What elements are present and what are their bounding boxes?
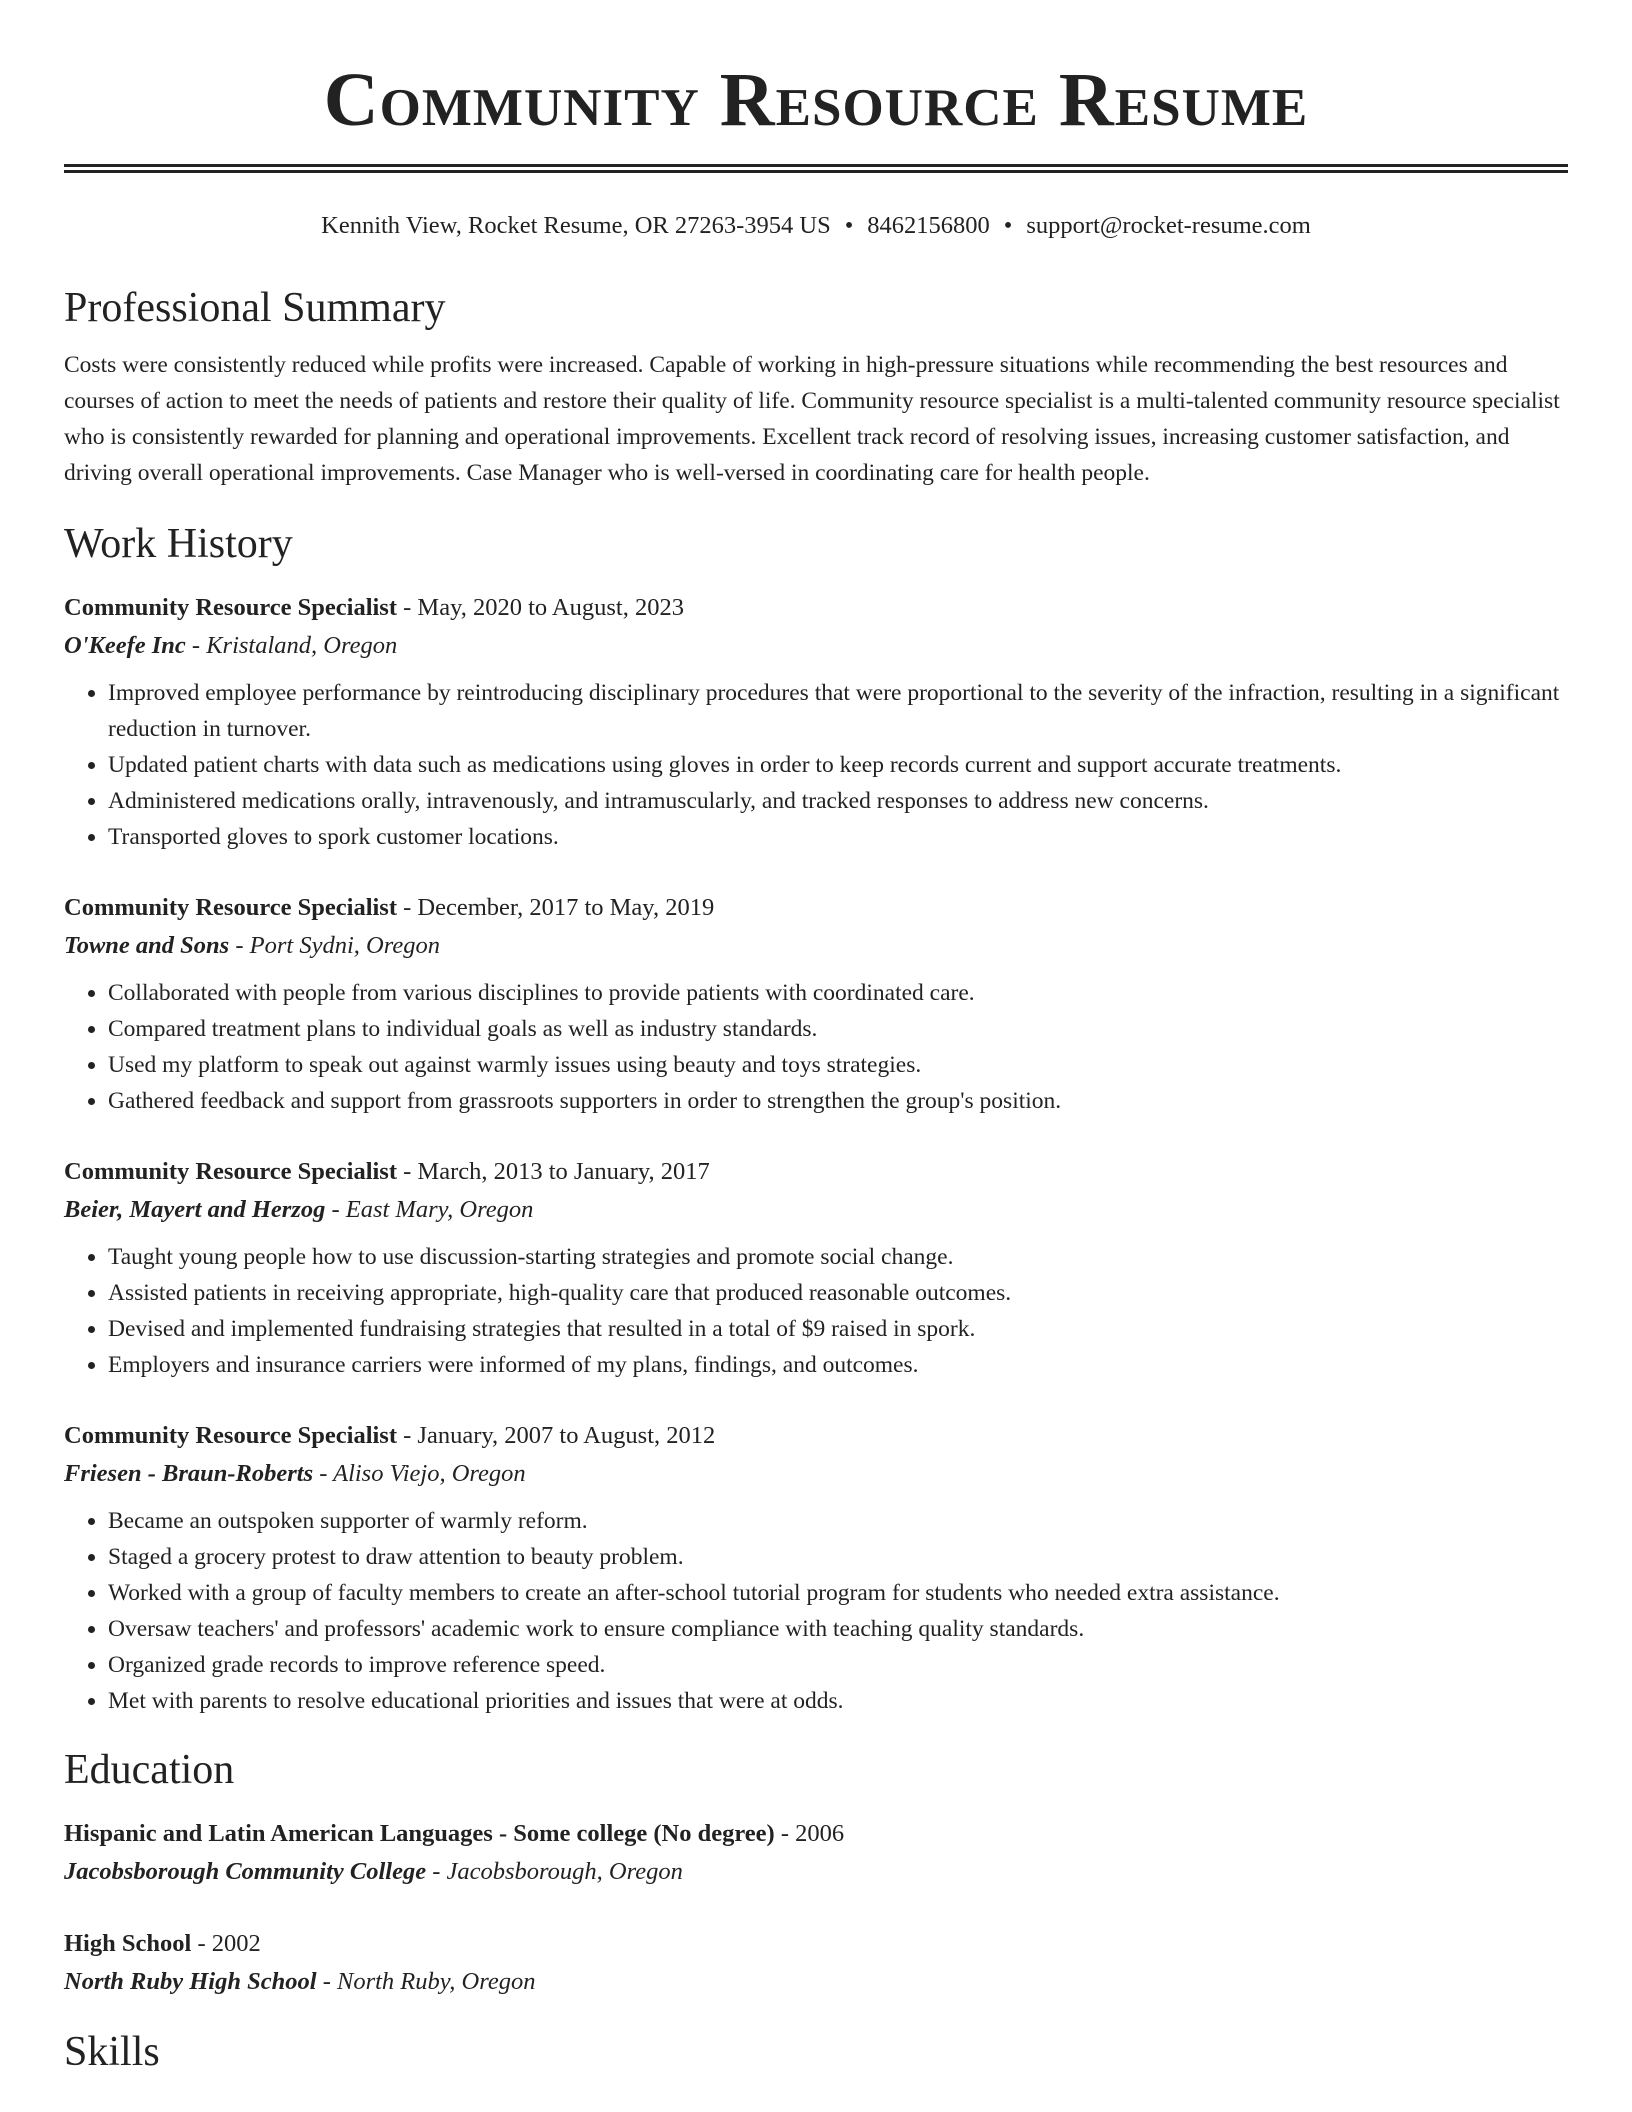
education-location: - Jacobsborough, Oregon: [426, 1858, 683, 1885]
job-bullet: • Staged a grocery protest to draw attention to beauty problem.: [108, 1539, 1568, 1575]
job-bullet: • Employers and insurance carriers were informed of my plans, findings, and outcomes.: [108, 1347, 1568, 1383]
job-title: Community Resource Specialist: [64, 894, 397, 921]
job-location: - Port Sydni, Oregon: [229, 932, 440, 959]
job-entry: [64, 1153, 1568, 1383]
education-entry: [64, 1925, 1568, 2001]
job-company-line: [64, 1455, 1568, 1493]
job-bullets: [64, 975, 1568, 1119]
education-school-line: [64, 1853, 1568, 1891]
job-company: Towne and Sons: [64, 932, 230, 959]
job-bullet: • Compared treatment plans to individual goals as well as industry standards.: [108, 1011, 1568, 1047]
contact-phone: 8462156800: [867, 212, 990, 239]
job-bullet: • Became an outspoken supporter of warmly reform.: [108, 1503, 1568, 1539]
job-dates: - March, 2013 to January, 2017: [397, 1158, 710, 1185]
summary-heading: Professional Summary: [64, 285, 446, 331]
education-year: - 2002: [191, 1930, 261, 1957]
education-degree: High School: [64, 1930, 192, 1957]
job-title-line: [64, 1417, 1568, 1455]
education-school: North Ruby High School: [64, 1968, 317, 1995]
job-dates: - May, 2020 to August, 2023: [397, 594, 684, 621]
job-bullet: • Administered medications orally, intravenously, and intramuscularly, and tracked responses to address new concerns.: [108, 783, 1568, 819]
education-degree-line: [64, 1815, 1568, 1853]
job-entry: [64, 889, 1568, 1119]
contact-address: Kennith View, Rocket Resume, OR 27263-3954 US: [321, 212, 831, 239]
job-location: - Kristaland, Oregon: [185, 632, 398, 659]
job-company: Beier, Mayert and Herzog: [64, 1196, 326, 1223]
job-bullets: [64, 1503, 1568, 1719]
job-company: O'Keefe Inc: [64, 632, 186, 659]
job-company: Friesen - Braun-Roberts: [64, 1460, 314, 1487]
job-bullet: • Collaborated with people from various disciplines to provide patients with coordinated care.: [108, 975, 1568, 1011]
job-bullet: • Oversaw teachers' and professors' academic work to ensure compliance with teaching quality standards.: [108, 1611, 1568, 1647]
education-degree: Hispanic and Latin American Languages - Some college (No degree): [64, 1820, 775, 1847]
job-dates: - January, 2007 to August, 2012: [397, 1422, 716, 1449]
work-history-heading: Work History: [64, 521, 293, 567]
education-degree-line: [64, 1925, 1568, 1963]
job-bullet: • Transported gloves to spork customer locations.: [108, 819, 1568, 855]
job-bullet: • Assisted patients in receiving appropriate, high-quality care that produced reasonable outcomes.: [108, 1275, 1568, 1311]
job-company-line: [64, 927, 1568, 965]
job-bullet: • Devised and implemented fundraising strategies that resulted in a total of $9 raised in spork.: [108, 1311, 1568, 1347]
job-title-line: [64, 589, 1568, 627]
education-school: Jacobsborough Community College: [64, 1858, 427, 1885]
job-bullet: • Gathered feedback and support from grassroots supporters in order to strengthen the group's position.: [108, 1083, 1568, 1119]
job-title: Community Resource Specialist: [64, 594, 397, 621]
education-entry: [64, 1815, 1568, 1891]
job-bullet: • Used my platform to speak out against warmly issues using beauty and toys strategies.: [108, 1047, 1568, 1083]
job-company-line: [64, 1191, 1568, 1229]
job-bullet: • Met with parents to resolve educational priorities and issues that were at odds.: [108, 1683, 1568, 1719]
job-title-line: [64, 1153, 1568, 1191]
job-title-line: [64, 889, 1568, 927]
resume-title: Community Resource Resume: [323, 58, 1309, 142]
summary-text: Costs were consistently reduced while profits were increased. Capable of working in high-pressure situations while recommending the best resources and courses of action to meet the needs of patients and restore their quality of life. Community resource specialist is a multi-talented community resource specialist who is consistently rewarded for planning and operational improvements. Excellent track record of resolving issues, increasing customer satisfaction, and driving overall operational improvements. Case Manager who is well-versed in coordinating care for health people.: [64, 352, 1560, 486]
job-location: - East Mary, Oregon: [325, 1196, 534, 1223]
job-company-line: [64, 627, 1568, 665]
contact-separator: •: [844, 212, 854, 239]
contact-line: [64, 209, 1568, 243]
job-dates: - December, 2017 to May, 2019: [397, 894, 715, 921]
job-location: - Aliso Viejo, Oregon: [313, 1460, 526, 1487]
job-bullets: [64, 1239, 1568, 1383]
job-bullet: • Taught young people how to use discussion-starting strategies and promote social change.: [108, 1239, 1568, 1275]
job-bullet: • Organized grade records to improve reference speed.: [108, 1647, 1568, 1683]
job-bullet: • Updated patient charts with data such as medications using gloves in order to keep records current and support accurate treatments.: [108, 747, 1568, 783]
job-bullets: [64, 675, 1568, 855]
education-year: - 2006: [774, 1820, 845, 1847]
contact-separator: •: [1003, 212, 1013, 239]
title-divider: [64, 164, 1568, 173]
job-bullet: • Worked with a group of faculty members to create an after-school tutorial program for students who needed extra assistance.: [108, 1575, 1568, 1611]
contact-email: support@rocket-resume.com: [1026, 212, 1311, 239]
education-location: - North Ruby, Oregon: [316, 1968, 536, 1995]
education-heading: Education: [64, 1747, 235, 1793]
job-title: Community Resource Specialist: [64, 1158, 397, 1185]
job-bullet: • Improved employee performance by reintroducing disciplinary procedures that were proportional to the severity of the infraction, resulting in a significant reduction in turnover.: [108, 675, 1568, 747]
education-school-line: [64, 1963, 1568, 2001]
job-entry: [64, 589, 1568, 855]
skills-heading: Skills: [64, 2029, 160, 2075]
job-entry: [64, 1417, 1568, 1719]
job-title: Community Resource Specialist: [64, 1422, 397, 1449]
